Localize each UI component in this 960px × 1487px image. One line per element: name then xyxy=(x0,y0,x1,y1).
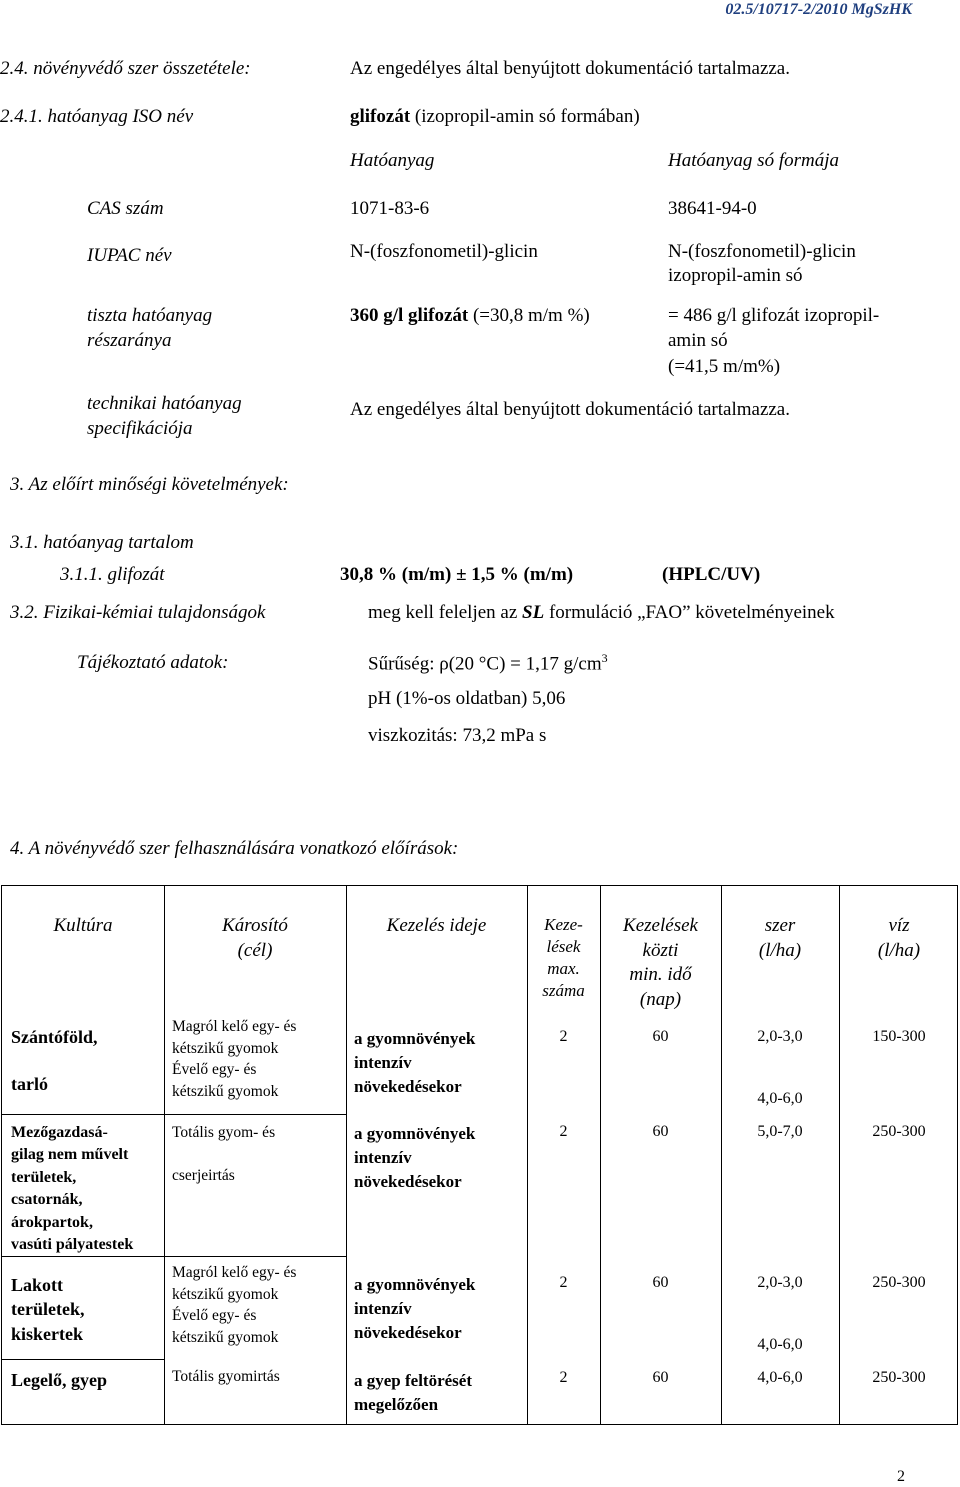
fao-text-post: formuláció „FAO” követelményeinek xyxy=(544,602,835,623)
document-reference: 02.5/10717-2/2010 MgSzHK xyxy=(725,1,912,18)
row2-interval: 60 xyxy=(652,1123,669,1140)
active-ingredient-name xyxy=(350,105,640,128)
section-4-title: 4. A növényvédő szer felhasználására vonatkozó előírások: xyxy=(10,838,459,859)
tech-spec-label-line1: technikai hatóanyag xyxy=(87,393,242,414)
density-text: Sűrűség: ρ(20 °C) = 1,17 g/cm xyxy=(368,653,602,675)
th-target: Károsító (cél) xyxy=(222,915,288,961)
row1-water: 150-300 xyxy=(872,1028,926,1045)
table-col-divider xyxy=(346,886,347,1424)
cas-label: CAS szám xyxy=(87,198,164,219)
column-head-active: Hatóanyag xyxy=(350,150,435,171)
row4-culture: Legelő, gyep xyxy=(11,1370,107,1390)
row1-culture: Szántóföld, tarló xyxy=(11,1027,98,1094)
pure-content-label-line2: részaránya xyxy=(87,330,172,351)
th-max-treatments: Keze- lések max. száma xyxy=(542,915,585,1001)
usage-table xyxy=(1,885,958,1425)
fao-text-pre: meg kell feleljen az xyxy=(368,602,523,623)
row4-interval: 60 xyxy=(652,1369,669,1386)
th-timing: Kezelés ideje xyxy=(386,915,487,936)
column-head-salt: Hatóanyag só formája xyxy=(668,150,839,171)
row2-culture: Mezőgazdasá- gilag nem művelt területek, csatornák, árokpartok, vasúti pályatestek xyxy=(11,1124,134,1253)
row2-dose: 5,0-7,0 xyxy=(757,1123,803,1140)
row4-max: 2 xyxy=(559,1369,568,1386)
table-row-divider xyxy=(2,1359,164,1360)
row2-target: Totális gyom- és cserjeirtás xyxy=(172,1124,276,1185)
row3-interval: 60 xyxy=(652,1274,669,1291)
info-data-label: Tájékoztató adatok: xyxy=(77,652,229,673)
sl-formulation: SL xyxy=(522,602,545,623)
page-number: 2 xyxy=(897,1468,905,1485)
row3-dose: 2,0-3,0 4,0-6,0 xyxy=(757,1274,803,1354)
row3-max: 2 xyxy=(559,1274,568,1291)
iupac-label: IUPAC név xyxy=(87,245,172,266)
row4-timing: a gyep feltörését megelőzően xyxy=(354,1371,473,1414)
density-value xyxy=(368,651,608,676)
pure-content-active-value: 360 g/l glifozát xyxy=(350,305,469,326)
section-3-title: 3. Az előírt minőségi követelmények: xyxy=(10,474,289,495)
row3-target: Magról kelő egy- és kétszikű gyomok Évelő egy- és kétszikű gyomok xyxy=(172,1264,297,1347)
iupac-salt-line1: N-(foszfonometil)-glicin xyxy=(668,241,856,262)
ph-value: pH (1%-os oldatban) 5,06 xyxy=(368,688,566,709)
row4-target: Totális gyomirtás xyxy=(172,1368,280,1385)
th-culture: Kultúra xyxy=(53,915,113,936)
row2-timing: a gyomnövények intenzív növekedésekor xyxy=(354,1124,476,1191)
section-3-1-1-label xyxy=(60,563,165,586)
cas-salt: 38641-94-0 xyxy=(668,198,757,219)
row3-water: 250-300 xyxy=(872,1274,926,1291)
pure-content-salt-line2: amin só xyxy=(668,330,728,351)
row4-water: 250-300 xyxy=(872,1369,926,1386)
pure-content-salt-line1: = 486 g/l glifozát izopropil- xyxy=(668,305,880,326)
analysis-method: (HPLC/UV) xyxy=(662,564,761,585)
cas-active: 1071-83-6 xyxy=(350,198,430,219)
glyphosate-content: 30,8 % (m/m) ± 1,5 % (m/m) xyxy=(340,564,574,585)
table-col-divider xyxy=(164,886,165,1424)
row2-max: 2 xyxy=(559,1123,568,1140)
iupac-active: N-(foszfonometil)-glicin xyxy=(350,241,538,262)
table-row-divider xyxy=(2,1114,346,1115)
density-exponent: 3 xyxy=(601,651,608,665)
row1-timing: a gyomnövények intenzív növekedésekor xyxy=(354,1029,476,1096)
pure-content-active xyxy=(350,304,590,327)
viscosity-value: viszkozitás: 73,2 mPa s xyxy=(368,725,547,746)
section-3-1-1-label-text: 3.1.1. glifozát xyxy=(60,564,165,585)
row1-max: 2 xyxy=(559,1028,568,1045)
row1-dose: 2,0-3,0 4,0-6,0 xyxy=(757,1028,803,1108)
section-3-1: 3.1. hatóanyag tartalom xyxy=(10,532,194,553)
th-product-dose: szer (l/ha) xyxy=(758,915,802,961)
row3-culture: Lakott területek, kiskertek xyxy=(11,1275,85,1344)
section-2-4-value: Az engedélyes által benyújtott dokumentáció tartalmazza. xyxy=(350,58,790,79)
pure-content-salt-line3: (=41,5 m/m%) xyxy=(668,356,781,377)
section-3-2-value xyxy=(368,601,835,624)
active-ingredient-iso: glifozát xyxy=(350,106,411,127)
row2-water: 250-300 xyxy=(872,1123,926,1140)
row3-timing: a gyomnövények intenzív növekedésekor xyxy=(354,1275,476,1342)
iupac-salt-line2: izopropil-amin só xyxy=(668,265,803,286)
row1-target: Magról kelő egy- és kétszikű gyomok Évelő egy- és kétszikű gyomok xyxy=(172,1018,297,1101)
row1-interval: 60 xyxy=(652,1028,669,1045)
section-2-4-label: 2.4. növényvédő szer összetétele: xyxy=(0,58,251,79)
section-2-4-1-label: 2.4.1. hatóanyag ISO név xyxy=(0,106,194,127)
pure-content-label-line1: tiszta hatóanyag xyxy=(87,305,213,326)
section-3-2-label: 3.2. Fizikai-kémiai tulajdonságok xyxy=(10,602,266,623)
tech-spec-value: Az engedélyes által benyújtott dokumentáció tartalmazza. xyxy=(350,399,790,420)
tech-spec-label-line2: specifikációja xyxy=(87,418,193,439)
active-ingredient-form: (izopropil-amin só formában) xyxy=(410,106,640,127)
pure-content-active-percent: (=30,8 m/m %) xyxy=(468,305,590,326)
th-water: víz (l/ha) xyxy=(877,915,921,961)
row4-dose: 4,0-6,0 xyxy=(757,1369,803,1386)
th-interval: Kezelések közti min. idő (nap) xyxy=(623,915,698,1011)
table-col-divider xyxy=(839,886,840,1424)
